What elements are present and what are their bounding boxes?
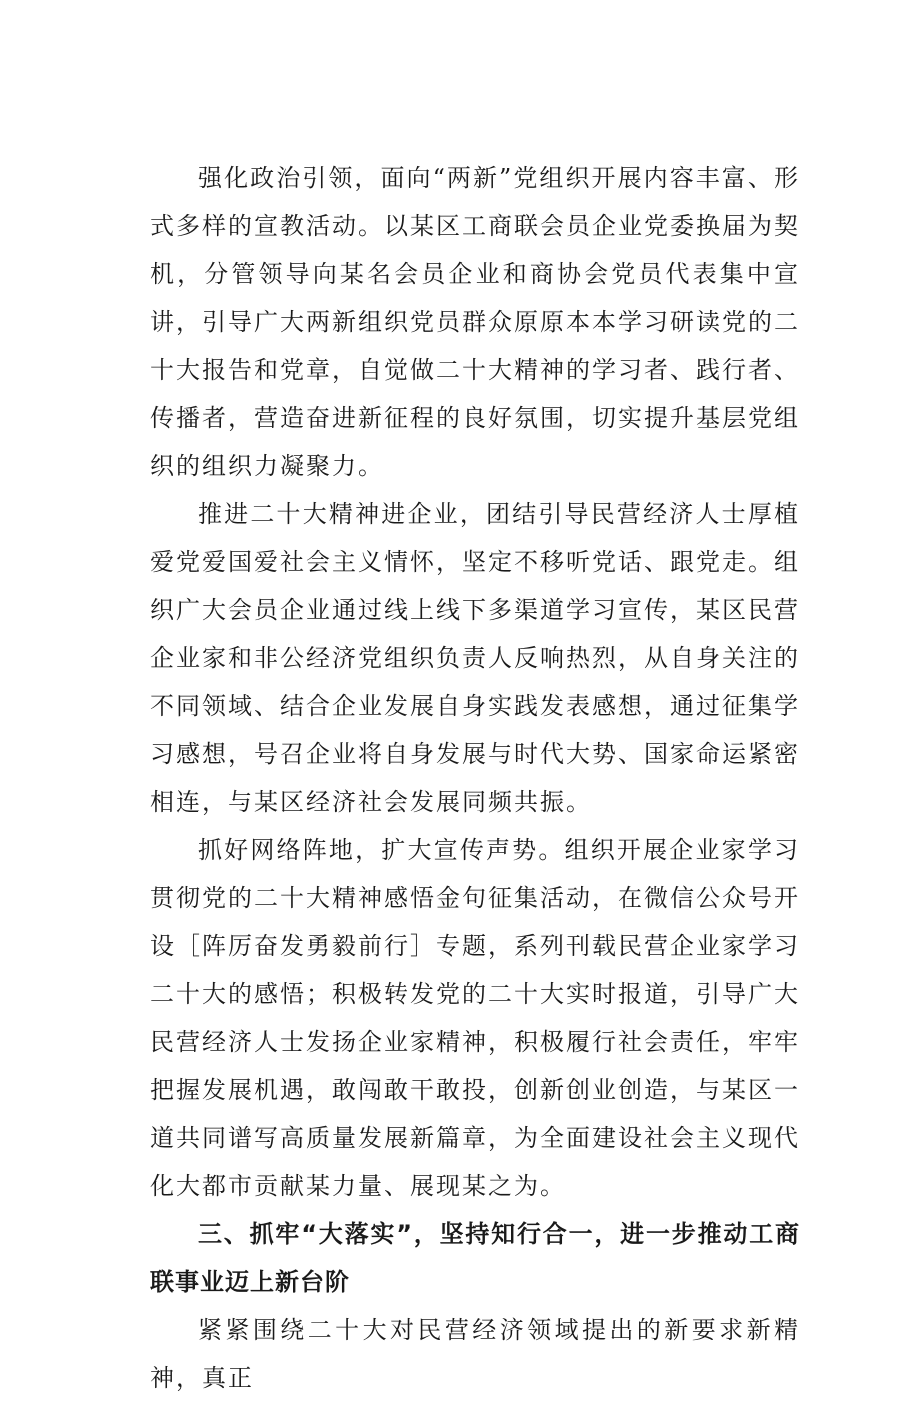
section-heading-three: 三、抓牢“大落实”，坚持知行合一，进一步推动工商联事业迈上新台阶 xyxy=(150,1220,800,1296)
paragraph-political-guidance: 强化政治引领，面向“两新”党组织开展内容丰富、形式多样的宣教活动。以某区工商联会员企业党委换届为契机，分管领导向某名会员企业和商协会党员代表集中宣讲，引导广大两新组织党员群众原原本本学习研读党的二十大报告和党章，自觉做二十大精神的学习者、践行者、传播者，营造奋进新征程的良好氛围，切实提升基层党组织的组织力凝聚力。 xyxy=(150,164,800,480)
paragraph-spirit-into-enterprises: 推进二十大精神进企业，团结引导民营经济人士厚植爱党爱国爱社会主义情怀，坚定不移听党话、跟党走。组织广大会员企业通过线上线下多渠道学习宣传，某区民营企业家和非公经济党组织负责人反响热烈，从自身关注的不同领域、结合企业发展自身实践发表感想，通过征集学习感想，号召企业将自身发展与时代大势、国家命运紧密相连，与某区经济社会发展同频共振。 xyxy=(150,500,800,816)
paragraph-online-publicity: 抓好网络阵地，扩大宣传声势。组织开展企业家学习贯彻党的二十大精神感悟金句征集活动，在微信公众号开设［阵厉奋发勇毅前行］专题，系列刊载民营企业家学习二十大的感悟；积极转发党的二十大实时报道，引导广大民营经济人士发扬企业家精神，积极履行社会责任，牢牢把握发展机遇，敢闯敢干敢投，创新创业创造，与某区一道共同谱写高质量发展新篇章，为全面建设社会主义现代化大都市贡献某力量、展现某之为。 xyxy=(150,836,800,1200)
paragraph-closing: 紧紧围绕二十大对民营经济领域提出的新要求新精神，真正 xyxy=(150,1316,800,1392)
document-body xyxy=(150,154,800,1402)
